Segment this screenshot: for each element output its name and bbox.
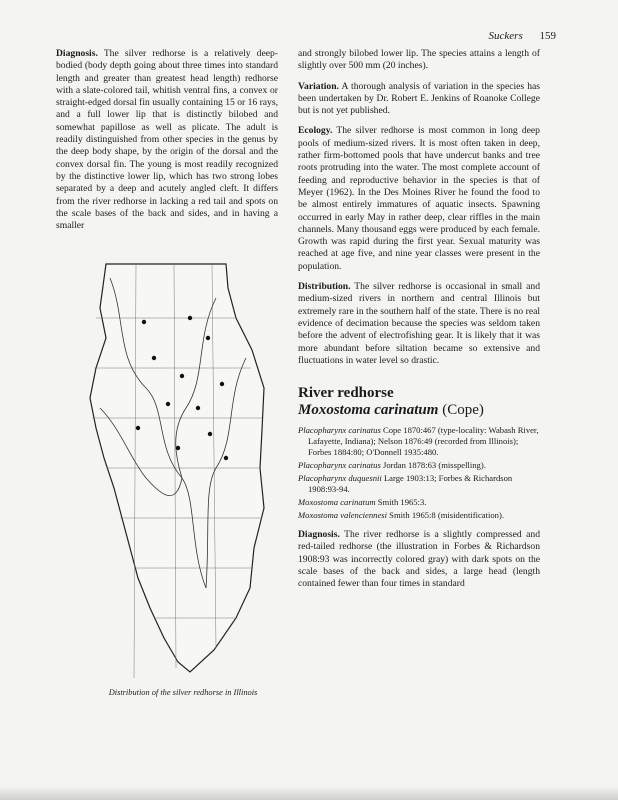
diagnosis2-paragraph	[298, 529, 540, 590]
running-title: Suckers	[488, 30, 523, 42]
distribution-text: The silver redhorse is occasional in small and medium-sized rivers in northern and central Illinois but extremely rare in the southern half of the state. There is no real evidence of decimation because the species was seldom taken before the advent of electrofishing gear. It is likely that it was more abundant before siltation became so extensive and fluctuations in water level so drastic.	[298, 281, 540, 366]
ecology-text: The silver redhorse is most common in long deep pools of medium-sized rivers. It is most often taken in deep, rather firm-bottomed pools that have undercut banks and tree roots protruding into the water. The most complete account of feeding and reproductive behavior in the species is that of Meyer (1962). In the Des Moines River he found the food to be almost entirely immatures of aquatic insects. Spawning occurred in early May in rather deep, clear riffles in the main channels. Many thousand eggs were produced by each female. Growth was rapid during the first year. Sexual maturity was reached at age five, and nine year classes were present in the population.	[298, 125, 540, 272]
diagnosis2-lead: Diagnosis.	[298, 529, 340, 541]
diagnosis-text: The silver redhorse is a relatively deep-bodied (body depth going about three times into standard length and greater than greatest head length) redhorse with a slate-colored tail, whitish ventral fins, a convex or straight-edged dorsal fin usually containing 15 or 16 rays, and a full lower lip that is distinctly bilobed and somewhat papillose as well as plicate. The adult is readily distinguished from other species in the genus by the deep body shape, by the origin of the dorsal and the convex dorsal fin. The young is most readily recognized by the distinctive lower lip, which has two strong lobes separated by a deep and acutely angled cleft. It differs from the river redhorse in lacking a red tail and spots on the scale bases of the back and sides, and in having a smaller	[56, 48, 278, 232]
left-column	[56, 48, 278, 240]
map-caption: Distribution of the silver redhorse in Illinois	[108, 688, 258, 697]
synonym-entry: Moxostoma carinatum Smith 1965:3.	[298, 497, 427, 508]
ecology-paragraph	[298, 125, 540, 273]
synonym-entry: Placopharynx carinatus Cope 1870:467 (type-locality: Wabash River, Lafayette, Indiana); Nelson 1876:49 (recorded from Illinois); Forbes 1884:80; O'Donnell 1935:480.	[298, 425, 539, 458]
ecology-lead: Ecology.	[298, 125, 333, 137]
species-common-name: River redhorse	[298, 385, 394, 402]
species-heading	[298, 402, 540, 419]
variation-lead: Variation.	[298, 80, 339, 92]
illinois-distribution-map	[86, 258, 280, 678]
species-author: (Cope)	[442, 402, 484, 419]
synonym-entry: Placopharynx carinatus Jordan 1878:63 (misspelling).	[298, 460, 486, 471]
page-bottom-edge	[0, 786, 618, 800]
synonym-entry: Placopharynx duquesnii Large 1903:13; Forbes & Richardson 1908:93-94.	[298, 473, 513, 495]
variation-text: A thorough analysis of variation in the species has been undertaken by Dr. Robert E. Jenkins of Roanoke College but is not yet published.	[298, 80, 541, 117]
running-header	[489, 30, 556, 42]
distribution-paragraph	[298, 281, 540, 367]
species-scientific-name: Moxostoma carinatum	[298, 402, 439, 419]
diagnosis-lead: Diagnosis.	[56, 48, 98, 59]
synonymy-list	[298, 425, 540, 521]
variation-paragraph	[298, 81, 540, 118]
right-column	[298, 48, 540, 599]
synonym-entry: Moxostoma valenciennesi Smith 1965:8 (misidentification).	[298, 510, 504, 521]
distribution-lead: Distribution.	[298, 281, 351, 293]
diagnosis-paragraph	[56, 48, 278, 232]
continuation-paragraph: and strongly bilobed lower lip. The species attains a length of slightly over 500 mm (20 inches).	[298, 48, 540, 72]
diagnosis2-text: The river redhorse is a slightly compressed and red-tailed redhorse (the illustration in Forbes & Richardson 1908:93 was incorrectly colored gray) with dark spots on the scale bases of the back and sides, a large head (length contained fewer than four times in standard	[298, 529, 540, 590]
page-number: 159	[539, 30, 556, 42]
